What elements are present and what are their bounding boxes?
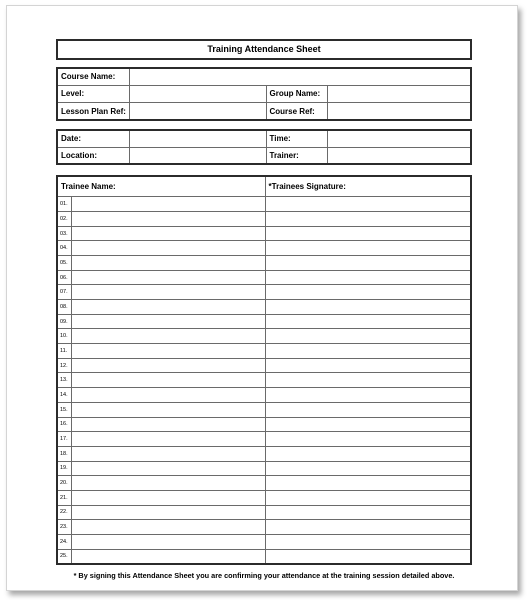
trainee-signature-field[interactable] [265, 417, 470, 432]
table-row [58, 476, 470, 491]
course-ref-field[interactable] [327, 103, 470, 119]
trainer-field[interactable] [327, 147, 470, 163]
trainee-signature-field[interactable] [265, 446, 470, 461]
trainee-signature-field[interactable] [265, 344, 470, 359]
row-number: 24. [58, 534, 71, 549]
row-number: 22. [58, 505, 71, 520]
trainee-name-field[interactable] [71, 212, 265, 227]
trainee-signature-field[interactable] [265, 329, 470, 344]
trainee-signature-field[interactable] [265, 226, 470, 241]
trainee-signature-field[interactable] [265, 285, 470, 300]
trainee-name-field[interactable] [71, 505, 265, 520]
course-name-label: Course Name: [58, 69, 129, 85]
row-number: 13. [58, 373, 71, 388]
row-number: 03. [58, 226, 71, 241]
lesson-plan-ref-field[interactable] [129, 103, 266, 119]
roster-header-row [58, 177, 470, 197]
row-number: 11. [58, 344, 71, 359]
table-row [58, 432, 470, 447]
session-info-table [58, 131, 470, 163]
trainee-name-field[interactable] [71, 256, 265, 271]
trainee-signature-field[interactable] [265, 314, 470, 329]
lesson-plan-ref-label: Lesson Plan Ref: [58, 103, 129, 119]
attendance-sheet-page [6, 5, 518, 591]
trainee-name-field[interactable] [71, 520, 265, 535]
trainee-name-field[interactable] [71, 226, 265, 241]
table-row [58, 520, 470, 535]
row-number: 09. [58, 314, 71, 329]
table-row [58, 314, 470, 329]
row-number: 23. [58, 520, 71, 535]
date-field[interactable] [129, 131, 266, 147]
trainee-name-field[interactable] [71, 329, 265, 344]
group-name-label: Group Name: [266, 85, 327, 102]
course-info-box [56, 67, 472, 121]
row-number: 20. [58, 476, 71, 491]
session-info-box [56, 129, 472, 165]
course-ref-label: Course Ref: [266, 103, 327, 119]
table-row [58, 534, 470, 549]
trainee-signature-field[interactable] [265, 534, 470, 549]
title-box [56, 39, 472, 60]
table-row [58, 285, 470, 300]
trainee-signature-field[interactable] [265, 549, 470, 563]
signature-header: *Trainees Signature: [265, 177, 470, 197]
sheet-title: Training Attendance Sheet [207, 44, 321, 54]
trainee-signature-field[interactable] [265, 358, 470, 373]
row-number: 17. [58, 432, 71, 447]
location-label: Location: [58, 147, 129, 163]
course-info-table [58, 69, 470, 119]
trainee-name-field[interactable] [71, 549, 265, 563]
trainee-name-field[interactable] [71, 388, 265, 403]
trainee-name-field[interactable] [71, 344, 265, 359]
row-number: 10. [58, 329, 71, 344]
trainee-signature-field[interactable] [265, 270, 470, 285]
row-number: 19. [58, 461, 71, 476]
trainee-name-field[interactable] [71, 432, 265, 447]
trainee-name-header: Trainee Name: [58, 177, 265, 197]
table-row [58, 256, 470, 271]
date-label: Date: [58, 131, 129, 147]
roster-box [56, 175, 472, 565]
trainee-signature-field[interactable] [265, 461, 470, 476]
group-name-field[interactable] [327, 85, 470, 102]
row-number: 07. [58, 285, 71, 300]
trainee-signature-field[interactable] [265, 300, 470, 315]
table-row [58, 226, 470, 241]
row-number: 02. [58, 212, 71, 227]
table-row [58, 241, 470, 256]
row-number: 14. [58, 388, 71, 403]
table-row [58, 212, 470, 227]
trainee-signature-field[interactable] [265, 476, 470, 491]
trainee-signature-field[interactable] [265, 241, 470, 256]
trainee-name-field[interactable] [71, 270, 265, 285]
row-number: 05. [58, 256, 71, 271]
table-row [58, 446, 470, 461]
trainee-name-field[interactable] [71, 417, 265, 432]
trainee-name-field[interactable] [71, 314, 265, 329]
time-label: Time: [266, 131, 327, 147]
trainee-name-field[interactable] [71, 461, 265, 476]
trainee-signature-field[interactable] [265, 256, 470, 271]
trainee-signature-field[interactable] [265, 490, 470, 505]
table-row [58, 461, 470, 476]
row-number: 18. [58, 446, 71, 461]
table-row [58, 490, 470, 505]
row-number: 04. [58, 241, 71, 256]
time-field[interactable] [327, 131, 470, 147]
trainee-name-field[interactable] [71, 446, 265, 461]
trainer-label: Trainer: [266, 147, 327, 163]
trainee-name-field[interactable] [71, 534, 265, 549]
signature-footnote: * By signing this Attendance Sheet you are confirming your attendance at the training session detailed above. [73, 571, 455, 580]
table-row [58, 373, 470, 388]
trainee-signature-field[interactable] [265, 373, 470, 388]
row-number: 06. [58, 270, 71, 285]
trainee-signature-field[interactable] [265, 432, 470, 447]
course-name-field[interactable] [129, 69, 470, 85]
row-number: 15. [58, 402, 71, 417]
table-row [58, 358, 470, 373]
row-number: 01. [58, 197, 71, 212]
table-row [58, 197, 470, 212]
trainee-name-field[interactable] [71, 476, 265, 491]
trainee-signature-field[interactable] [265, 212, 470, 227]
trainee-name-field[interactable] [71, 373, 265, 388]
trainee-signature-field[interactable] [265, 197, 470, 212]
table-row [58, 300, 470, 315]
trainee-name-field[interactable] [71, 241, 265, 256]
row-number: 16. [58, 417, 71, 432]
trainee-signature-field[interactable] [265, 388, 470, 403]
table-row [58, 270, 470, 285]
trainee-signature-field[interactable] [265, 505, 470, 520]
table-row [58, 329, 470, 344]
trainee-signature-field[interactable] [265, 402, 470, 417]
row-number: 12. [58, 358, 71, 373]
table-row [58, 505, 470, 520]
table-row [58, 388, 470, 403]
trainee-name-field[interactable] [71, 490, 265, 505]
location-field[interactable] [129, 147, 266, 163]
level-field[interactable] [129, 85, 266, 102]
roster-table [58, 177, 470, 563]
trainee-name-field[interactable] [71, 402, 265, 417]
table-row [58, 417, 470, 432]
table-row [58, 402, 470, 417]
table-row [58, 549, 470, 563]
row-number: 08. [58, 300, 71, 315]
trainee-name-field[interactable] [71, 197, 265, 212]
level-label: Level: [58, 85, 129, 102]
trainee-name-field[interactable] [71, 358, 265, 373]
row-number: 25. [58, 549, 71, 563]
row-number: 21. [58, 490, 71, 505]
trainee-signature-field[interactable] [265, 520, 470, 535]
trainee-name-field[interactable] [71, 285, 265, 300]
trainee-name-field[interactable] [71, 300, 265, 315]
table-row [58, 344, 470, 359]
